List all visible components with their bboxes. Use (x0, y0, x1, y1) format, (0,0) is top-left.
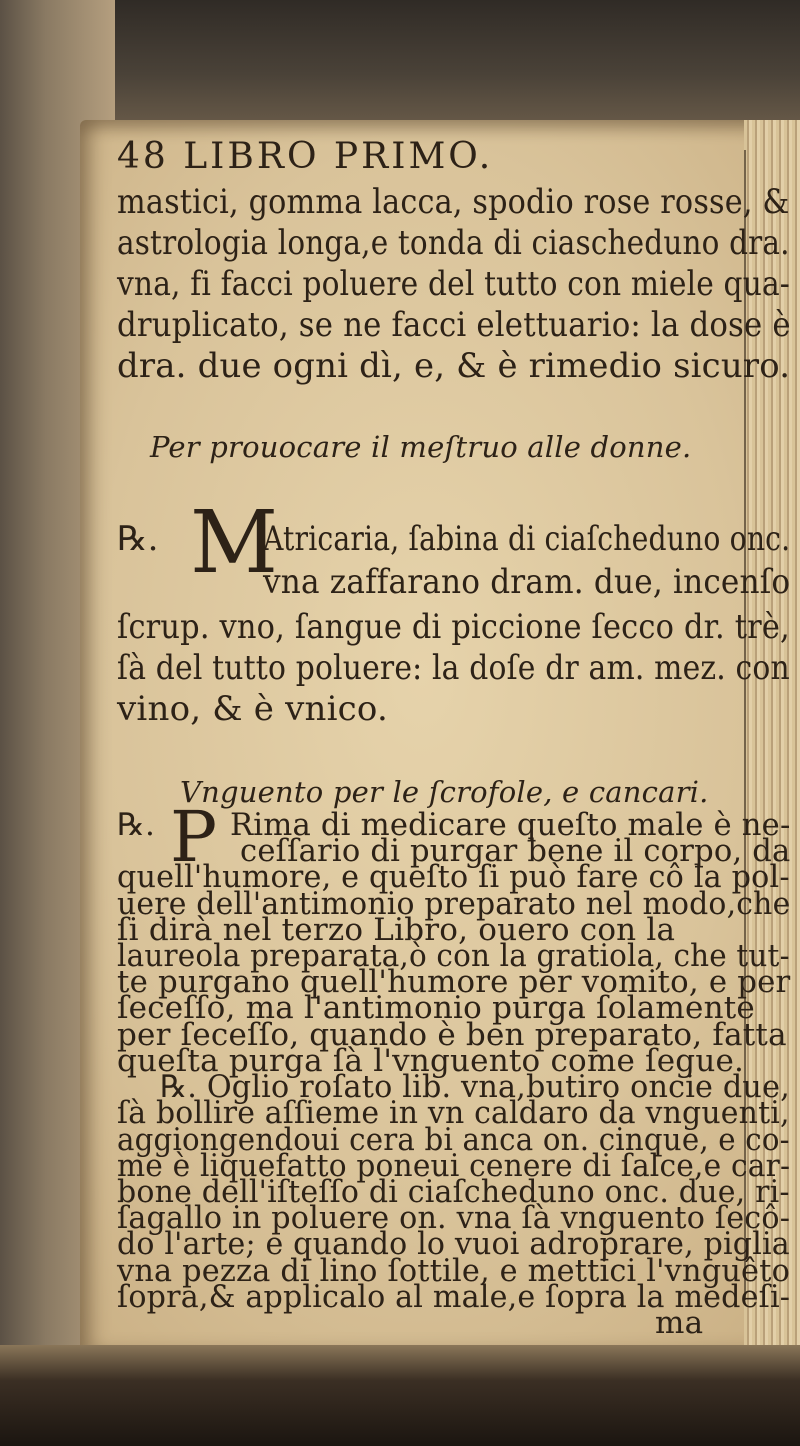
text-line: vna, fi facci poluere del tutto con miele qua- (117, 264, 791, 304)
text-line: vino, & è vnico. (117, 689, 388, 729)
background-bottom (0, 1345, 800, 1446)
text-line: quell'humore, e queſto ſi può fare cô la pol- (117, 859, 790, 896)
text-line: per ſeceſſo, quando è ben preparato, fatta (117, 1016, 787, 1053)
text-line: te purgano quell'humore per vomito, e per (117, 964, 791, 1001)
text-line: ſopra,& applicalo al male,e ſopra la medeſi- (117, 1278, 791, 1315)
drop-cap: M (190, 493, 279, 593)
section-heading: Per prouocare il meſtruo alle donne. (150, 430, 692, 464)
text-line: astrologia longa,e tonda di ciascheduno dra. (117, 223, 790, 263)
text-line: dra. due ogni dì, e, & è rimedio sicuro. (117, 346, 791, 386)
drop-cap: P (170, 796, 218, 878)
text-line: uere dell'antimonio preparato nel modo,che (117, 885, 791, 922)
background-top (0, 0, 800, 135)
recipe-symbol: ℞. (117, 519, 159, 559)
text-line: ſcrup. vno, ſangue di piccione ſecco dr. trè, (117, 607, 790, 647)
text-line: ſeceſſo, ma l'antimonio purga ſolamente (117, 990, 755, 1027)
text-line: vna pezza di lino ſottile, e mettici l'vnguêto (117, 1252, 791, 1289)
recipe-symbol: ℞. (117, 807, 156, 843)
text-line: Atricaria, ſabina di ciaſcheduno onc. (263, 519, 791, 559)
text-line: ſi dirà nel terzo Libro, ouero con la (117, 911, 676, 948)
text-line: druplicato, se ne facci elettuario: la dose è (117, 305, 791, 345)
section-heading: Vnguento per le ſcrofole, e cancari. (180, 775, 709, 809)
text-line: mastici, gomma lacca, spodio rose rosse, & (117, 182, 790, 222)
text-line: ſà del tutto poluere: la doſe dr am. mez. con (117, 648, 790, 688)
text-line: queſta purga ſà l'vnguento come ſegue. (117, 1042, 745, 1079)
text-line: ſagallo in poluere on. vna ſà vnguento ſecô- (117, 1200, 791, 1237)
text-line: laureola preparata,ò con la gratiola, che tut- (117, 938, 790, 975)
text-line: bone dell'iſteſſo di ciaſcheduno onc. due, ri- (117, 1173, 790, 1210)
page-header: 48 LIBRO PRIMO. (117, 136, 494, 177)
text-line: ℞. Oglio roſato lib. vna,butiro oncie due, (160, 1069, 790, 1106)
text-line: me è liquefatto poneui cenere di ſalce,e car- (117, 1147, 791, 1184)
text-line: ceſſario di purgar bene il corpo, da (240, 833, 791, 870)
text-line: vna zaffarano dram. due, incenſo (263, 562, 791, 602)
text-line: Rima di medicare queſto male è ne- (230, 807, 791, 843)
text-line: aggiongendoui cera bi anca on. cinque, e co- (117, 1121, 790, 1158)
text-line: do l'arte; e quando lo vuoi adroprare, piglia (117, 1226, 790, 1263)
catchword: ma (655, 1305, 704, 1341)
text-line: ſà bollire aſſieme in vn caldaro da vnguenti, (117, 1095, 790, 1132)
